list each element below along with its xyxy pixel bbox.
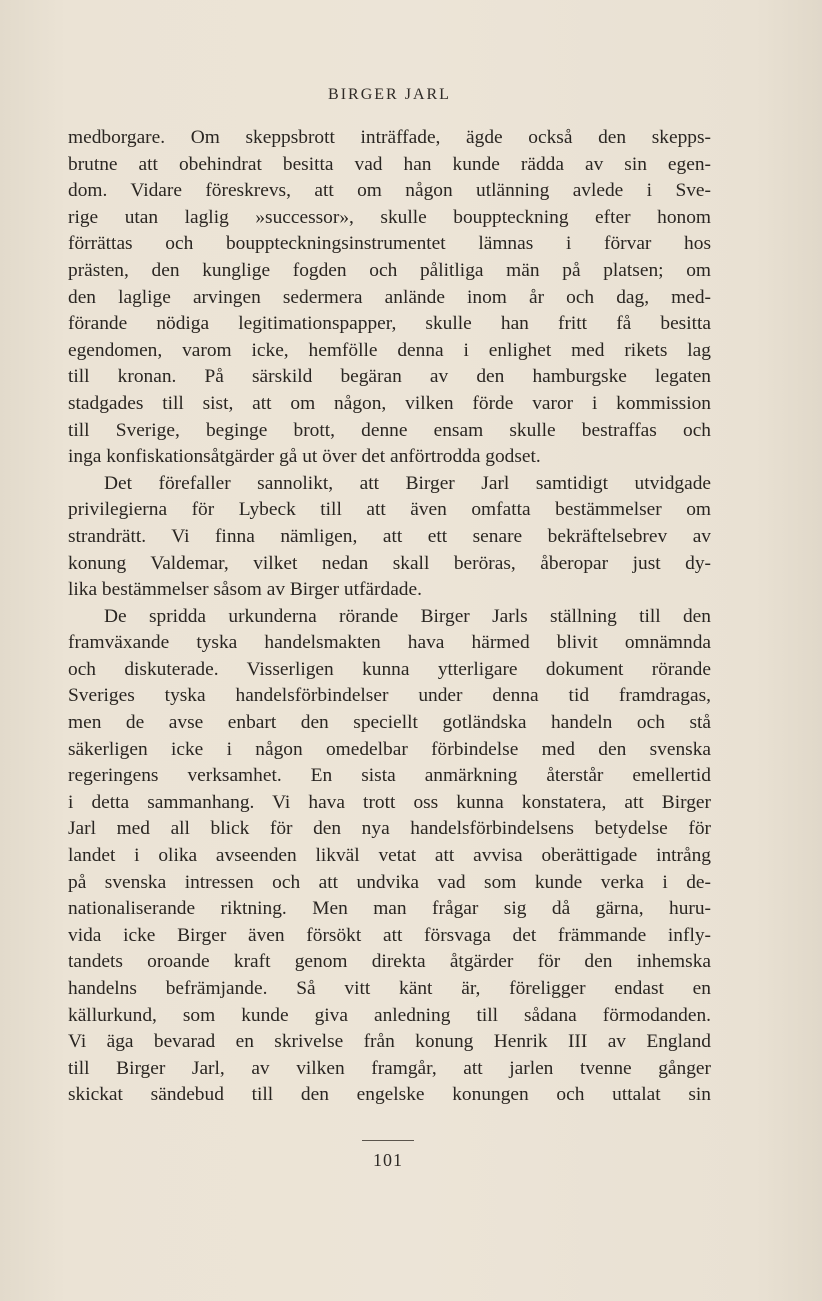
page-number: 101 — [373, 1150, 403, 1170]
body-text — [68, 125, 711, 1109]
text-line: lika bestämmelser såsom av Birger utfärdade. — [68, 579, 422, 601]
text-line: förande nödiga legitimationspapper, skulle han fritt få besitta — [68, 313, 711, 335]
text-line: Vi äga bevarad en skrivelse från konung Henrik III av England — [68, 1031, 711, 1053]
text-line: men de avse enbart den speciellt gotländska handeln och stå — [68, 712, 711, 734]
text-line: i detta sammanhang. Vi hava trott oss kunna konstatera, att Birger — [68, 791, 711, 813]
text-line: privilegierna för Lybeck till att även omfatta bestämmelser om — [68, 499, 711, 521]
paragraph-first-line: De spridda urkunderna rörande Birger Jarls ställning till den — [104, 605, 711, 627]
text-line: regeringens verksamhet. En sista anmärkning återstår emellertid — [68, 765, 711, 787]
text-line: Jarl med all blick för den nya handelsförbindelsens betydelse för — [68, 818, 711, 840]
text-line: Sveriges tyska handelsförbindelser under denna tid framdragas, — [68, 685, 711, 707]
text-line: nationaliserande riktning. Men man frågar sig då gärna, huru- — [68, 898, 711, 920]
text-line: tandets oroande kraft genom direkta åtgärder för den inhemska — [68, 951, 711, 973]
running-title: BIRGER JARL — [328, 86, 451, 103]
text-line: stadgades till sist, att om någon, vilken förde varor i kommission — [68, 392, 711, 414]
text-line: dom. Vidare föreskrevs, att om någon utlänning avlede i Sve- — [68, 180, 711, 202]
text-line: inga konfiskationsåtgärder gå ut över det anförtrodda godset. — [68, 446, 541, 468]
text-line: medborgare. Om skeppsbrott inträffade, ägde också den skepps- — [68, 127, 711, 148]
paragraph-first-line: Det förefaller sannolikt, att Birger Jarl samtidigt utvidgade — [104, 472, 711, 494]
text-line: skickat sändebud till den engelske konungen och uttalat sin — [68, 1084, 711, 1106]
text-line: på svenska intressen och att undvika vad som kunde verka i de- — [68, 871, 711, 893]
text-line: framväxande tyska handelsmakten hava härmed blivit omnämnda — [68, 632, 711, 654]
text-line: egendomen, varom icke, hemfölle denna i enlighet med rikets lag — [68, 339, 711, 361]
text-line: förrättas och bouppteckningsinstrumentet lämnas i förvar hos — [68, 233, 711, 255]
text-line: konung Valdemar, vilket nedan skall beröras, åberopar just dy- — [68, 552, 711, 574]
text-line: brutne att obehindrat besitta vad han kunde rädda av sin egen- — [68, 153, 711, 175]
text-line: till kronan. På särskild begäran av den hamburgske legaten — [68, 366, 711, 388]
text-line: till Sverige, beginge brott, denne ensam skulle bestraffas och — [68, 419, 711, 441]
text-line: till Birger Jarl, av vilken framgår, att jarlen tvenne gånger — [68, 1057, 711, 1079]
text-line: strandrätt. Vi finna nämligen, att ett senare bekräftelsebrev av — [68, 525, 711, 547]
text-line: prästen, den kunglige fogden och pålitliga män på platsen; om — [68, 259, 711, 281]
text-line: och diskuterade. Visserligen kunna ytterligare dokument rörande — [68, 658, 711, 680]
text-line: rige utan laglig »successor», skulle bouppteckning efter honom — [68, 206, 711, 228]
text-line: den laglige arvingen sedermera anlände inom år och dag, med- — [68, 286, 711, 308]
text-line: säkerligen icke i någon omedelbar förbindelse med den svenska — [68, 738, 711, 760]
text-line: landet i olika avseenden likväl vetat att avvisa oberättigade intrång — [68, 845, 711, 867]
text-line: handelns befrämjande. Så vitt känt är, föreligger endast en — [68, 978, 711, 999]
footer-rule — [362, 1140, 414, 1141]
text-line: källurkund, som kunde giva anledning till sådana förmodanden. — [68, 1004, 711, 1026]
text-line: vida icke Birger även försökt att försvaga det främmande infly- — [68, 924, 711, 946]
